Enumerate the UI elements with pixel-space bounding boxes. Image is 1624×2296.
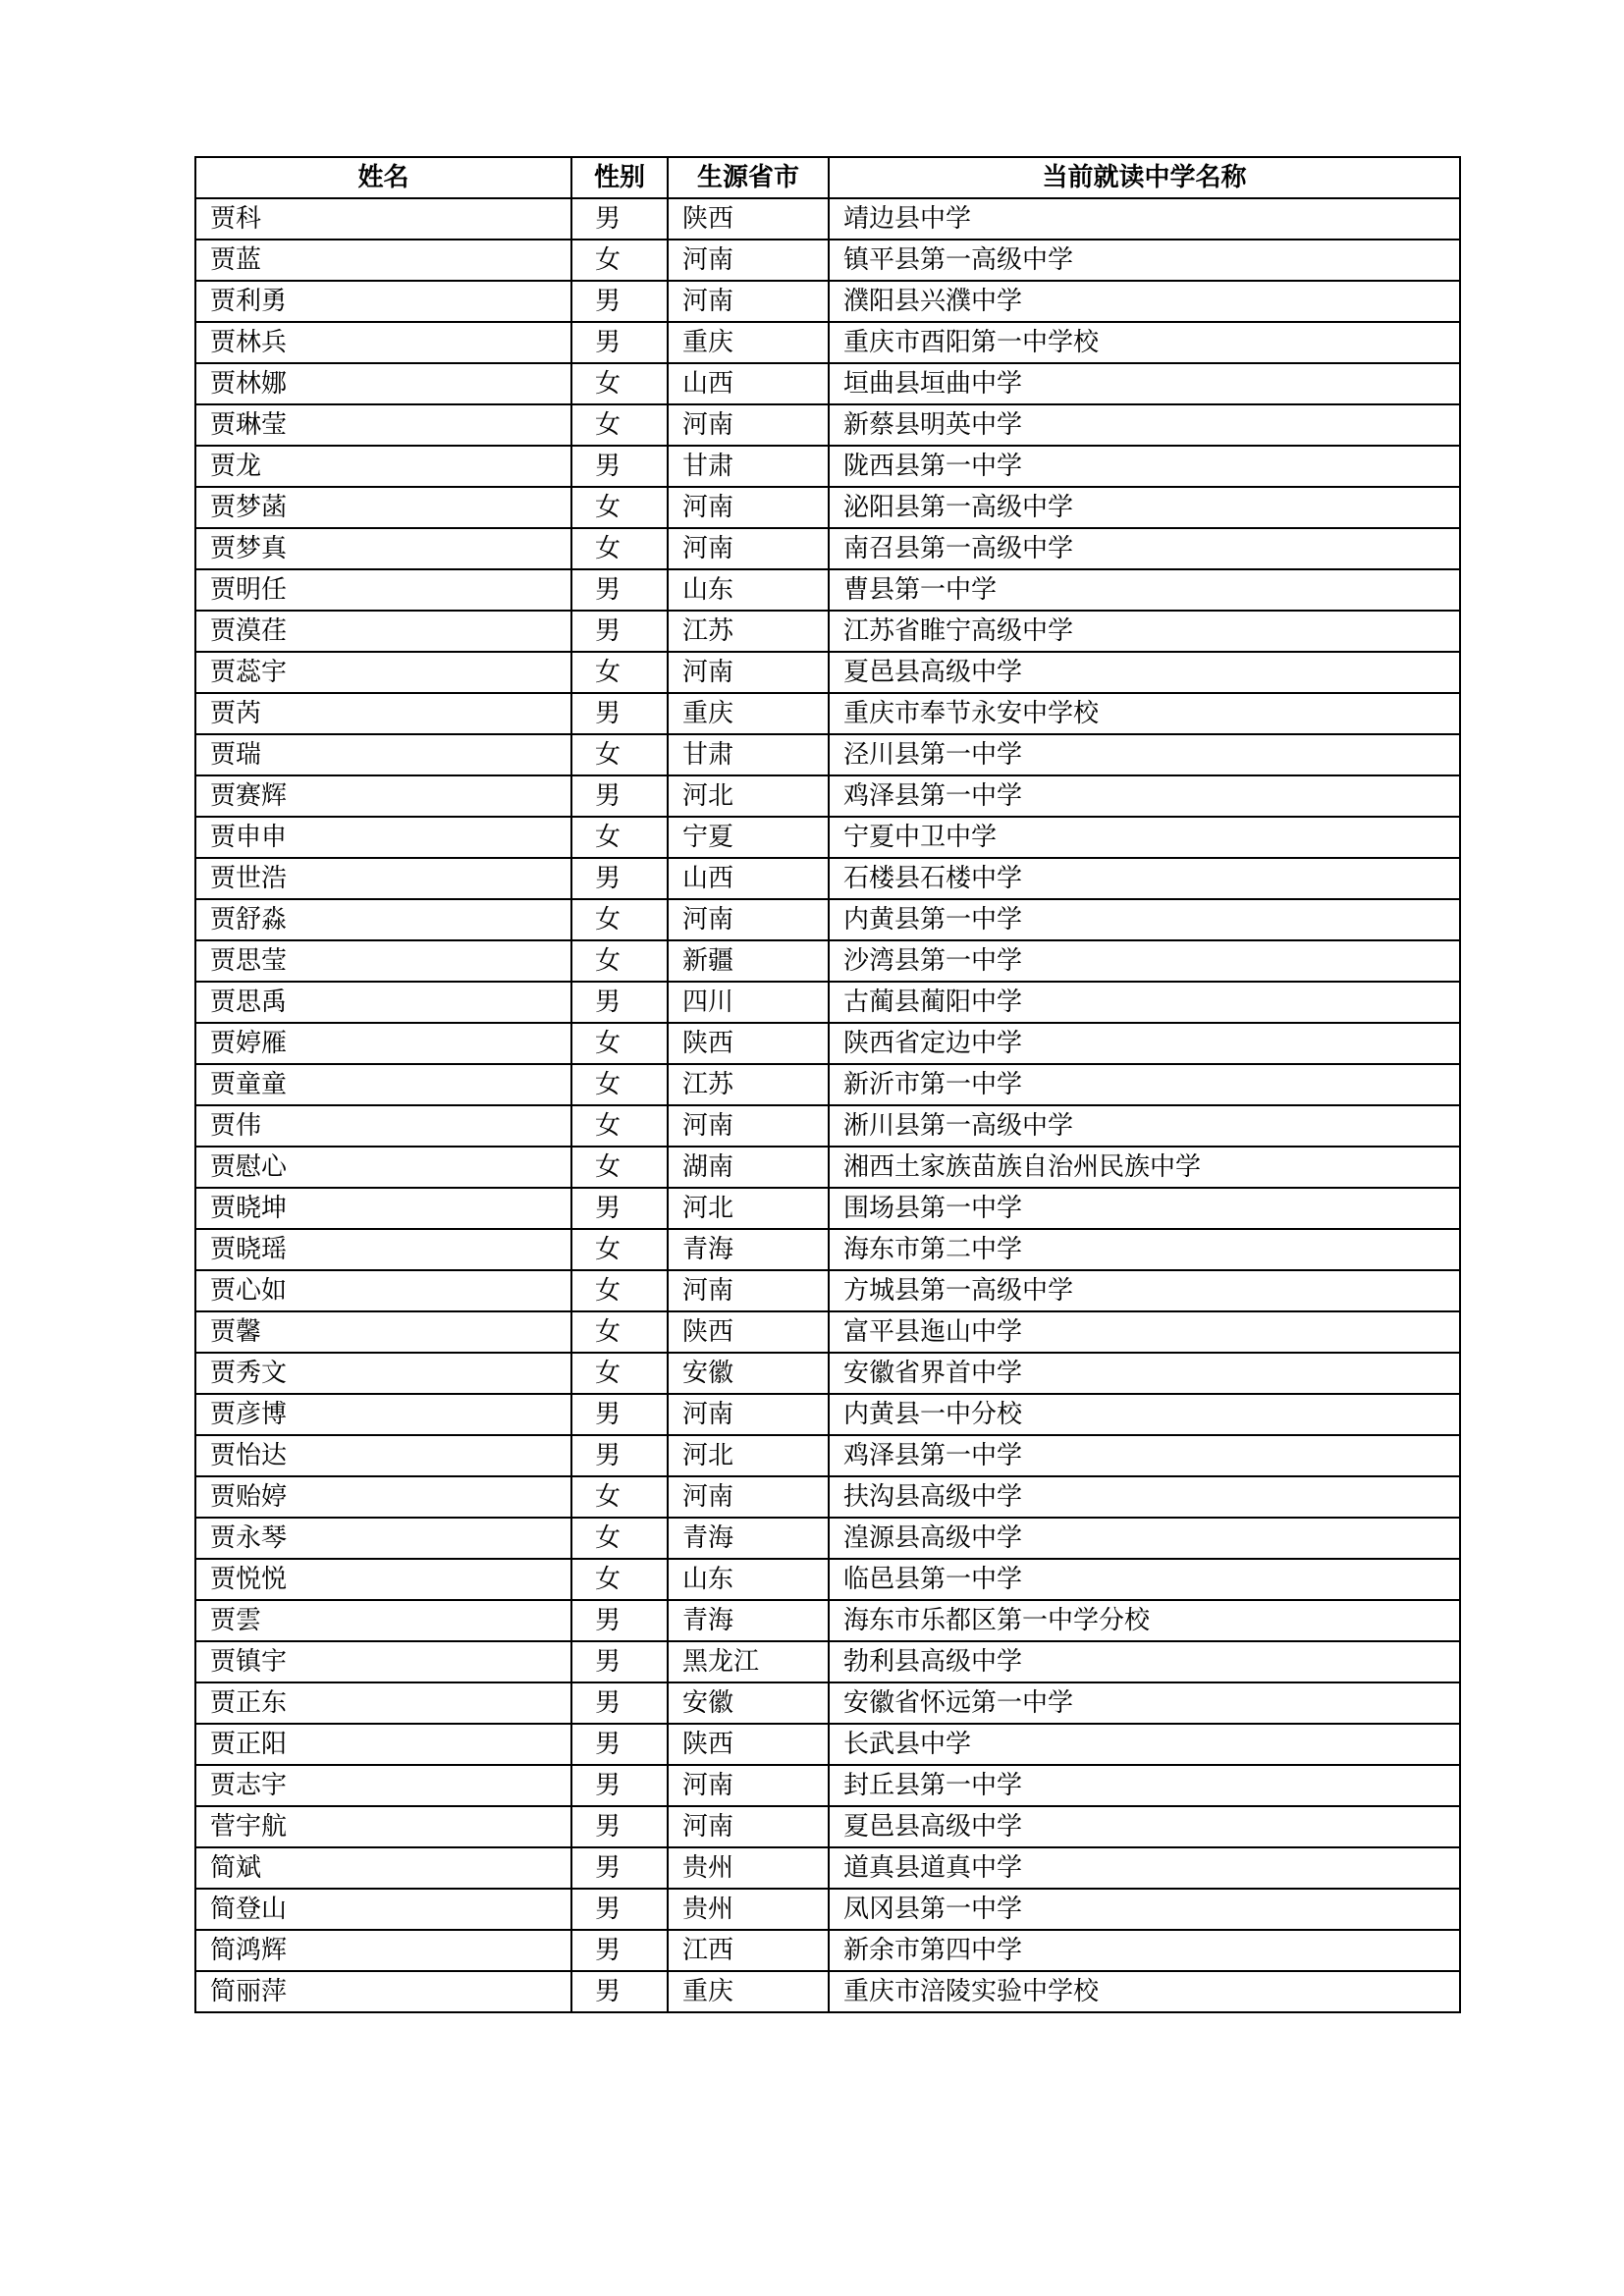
- province-cell: 青海: [668, 1518, 829, 1559]
- table-row: [195, 775, 1460, 817]
- gender-cell: 男: [571, 775, 668, 817]
- gender-cell: 男: [571, 1600, 668, 1641]
- table-row: [195, 569, 1460, 611]
- name-cell: 贾童童: [195, 1064, 571, 1105]
- name-cell: 贾琳莹: [195, 404, 571, 446]
- table-row: [195, 1270, 1460, 1311]
- school-cell: 海东市乐都区第一中学分校: [829, 1600, 1460, 1641]
- gender-cell: 女: [571, 940, 668, 982]
- table-row: [195, 281, 1460, 322]
- table-row: [195, 899, 1460, 940]
- province-cell: 河南: [668, 487, 829, 528]
- school-cell: 凤冈县第一中学: [829, 1889, 1460, 1930]
- province-cell: 四川: [668, 982, 829, 1023]
- table-row: [195, 1394, 1460, 1435]
- name-cell: 贾馨: [195, 1311, 571, 1353]
- name-cell: 贾蕊宇: [195, 652, 571, 693]
- school-cell: 陇西县第一中学: [829, 446, 1460, 487]
- gender-cell: 男: [571, 1641, 668, 1682]
- table-row: [195, 1311, 1460, 1353]
- table-body: [195, 198, 1460, 2012]
- school-cell: 南召县第一高级中学: [829, 528, 1460, 569]
- header-name: 姓名: [195, 157, 571, 198]
- school-cell: 镇平县第一高级中学: [829, 240, 1460, 281]
- gender-cell: 女: [571, 240, 668, 281]
- name-cell: 贾心如: [195, 1270, 571, 1311]
- name-cell: 贾芮: [195, 693, 571, 734]
- name-cell: 贾梦菡: [195, 487, 571, 528]
- province-cell: 河南: [668, 404, 829, 446]
- gender-cell: 男: [571, 1930, 668, 1971]
- province-cell: 安徽: [668, 1682, 829, 1724]
- name-cell: 贾镇宇: [195, 1641, 571, 1682]
- province-cell: 河南: [668, 281, 829, 322]
- province-cell: 安徽: [668, 1353, 829, 1394]
- school-cell: 围场县第一中学: [829, 1188, 1460, 1229]
- province-cell: 山西: [668, 363, 829, 404]
- name-cell: 贾龙: [195, 446, 571, 487]
- table-row: [195, 1930, 1460, 1971]
- school-cell: 陕西省定边中学: [829, 1023, 1460, 1064]
- table-row: [195, 1765, 1460, 1806]
- name-cell: 贾慰心: [195, 1147, 571, 1188]
- name-cell: 贾彦博: [195, 1394, 571, 1435]
- school-cell: 内黄县第一中学: [829, 899, 1460, 940]
- province-cell: 河南: [668, 899, 829, 940]
- gender-cell: 女: [571, 1270, 668, 1311]
- table-row: [195, 1476, 1460, 1518]
- table-row: [195, 1724, 1460, 1765]
- province-cell: 江苏: [668, 611, 829, 652]
- school-cell: 石楼县石楼中学: [829, 858, 1460, 899]
- table-row: [195, 1147, 1460, 1188]
- gender-cell: 男: [571, 1188, 668, 1229]
- gender-cell: 男: [571, 446, 668, 487]
- school-cell: 安徽省界首中学: [829, 1353, 1460, 1394]
- table-row: [195, 1806, 1460, 1847]
- province-cell: 陕西: [668, 1023, 829, 1064]
- school-cell: 曹县第一中学: [829, 569, 1460, 611]
- gender-cell: 男: [571, 1889, 668, 1930]
- province-cell: 河南: [668, 1806, 829, 1847]
- province-cell: 贵州: [668, 1889, 829, 1930]
- province-cell: 新疆: [668, 940, 829, 982]
- header-province: 生源省市: [668, 157, 829, 198]
- gender-cell: 男: [571, 1765, 668, 1806]
- province-cell: 甘肃: [668, 446, 829, 487]
- school-cell: 湟源县高级中学: [829, 1518, 1460, 1559]
- table-row: [195, 652, 1460, 693]
- school-cell: 新沂市第一中学: [829, 1064, 1460, 1105]
- school-cell: 泌阳县第一高级中学: [829, 487, 1460, 528]
- province-cell: 河北: [668, 1435, 829, 1476]
- name-cell: 贾梦真: [195, 528, 571, 569]
- name-cell: 贾漠荏: [195, 611, 571, 652]
- table-header-row: [195, 157, 1460, 198]
- gender-cell: 女: [571, 1023, 668, 1064]
- school-cell: 重庆市涪陵实验中学校: [829, 1971, 1460, 2012]
- name-cell: 贾林兵: [195, 322, 571, 363]
- table-row: [195, 198, 1460, 240]
- school-cell: 新余市第四中学: [829, 1930, 1460, 1971]
- name-cell: 贾利勇: [195, 281, 571, 322]
- school-cell: 重庆市酉阳第一中学校: [829, 322, 1460, 363]
- table-row: [195, 1353, 1460, 1394]
- table-row: [195, 404, 1460, 446]
- school-cell: 古蔺县蔺阳中学: [829, 982, 1460, 1023]
- gender-cell: 女: [571, 1518, 668, 1559]
- name-cell: 贾秀文: [195, 1353, 571, 1394]
- gender-cell: 男: [571, 1971, 668, 2012]
- gender-cell: 女: [571, 404, 668, 446]
- gender-cell: 女: [571, 1105, 668, 1147]
- province-cell: 陕西: [668, 198, 829, 240]
- table-row: [195, 1105, 1460, 1147]
- table-row: [195, 817, 1460, 858]
- school-cell: 勃利县高级中学: [829, 1641, 1460, 1682]
- gender-cell: 男: [571, 1682, 668, 1724]
- school-cell: 泾川县第一中学: [829, 734, 1460, 775]
- name-cell: 贾赛辉: [195, 775, 571, 817]
- province-cell: 重庆: [668, 322, 829, 363]
- gender-cell: 男: [571, 982, 668, 1023]
- table-row: [195, 487, 1460, 528]
- name-cell: 贾世浩: [195, 858, 571, 899]
- school-cell: 海东市第二中学: [829, 1229, 1460, 1270]
- gender-cell: 女: [571, 528, 668, 569]
- table-row: [195, 1435, 1460, 1476]
- province-cell: 河南: [668, 1270, 829, 1311]
- province-cell: 甘肃: [668, 734, 829, 775]
- province-cell: 黑龙江: [668, 1641, 829, 1682]
- name-cell: 贾思莹: [195, 940, 571, 982]
- name-cell: 贾晓坤: [195, 1188, 571, 1229]
- school-cell: 靖边县中学: [829, 198, 1460, 240]
- province-cell: 河南: [668, 1476, 829, 1518]
- province-cell: 山东: [668, 1559, 829, 1600]
- table-row: [195, 1229, 1460, 1270]
- school-cell: 临邑县第一中学: [829, 1559, 1460, 1600]
- school-cell: 濮阳县兴濮中学: [829, 281, 1460, 322]
- province-cell: 河南: [668, 1394, 829, 1435]
- name-cell: 贾正阳: [195, 1724, 571, 1765]
- gender-cell: 女: [571, 1559, 668, 1600]
- gender-cell: 女: [571, 899, 668, 940]
- school-cell: 鸡泽县第一中学: [829, 1435, 1460, 1476]
- name-cell: 贾伟: [195, 1105, 571, 1147]
- table-row: [195, 1682, 1460, 1724]
- name-cell: 贾怡达: [195, 1435, 571, 1476]
- name-cell: 简丽萍: [195, 1971, 571, 2012]
- table-row: [195, 982, 1460, 1023]
- table-row: [195, 693, 1460, 734]
- school-cell: 新蔡县明英中学: [829, 404, 1460, 446]
- table-row: [195, 1847, 1460, 1889]
- table-row: [195, 1889, 1460, 1930]
- school-cell: 富平县迤山中学: [829, 1311, 1460, 1353]
- gender-cell: 女: [571, 1476, 668, 1518]
- school-cell: 垣曲县垣曲中学: [829, 363, 1460, 404]
- school-cell: 夏邑县高级中学: [829, 652, 1460, 693]
- gender-cell: 男: [571, 198, 668, 240]
- gender-cell: 男: [571, 281, 668, 322]
- table-row: [195, 1641, 1460, 1682]
- name-cell: 贾雲: [195, 1600, 571, 1641]
- gender-cell: 女: [571, 817, 668, 858]
- header-school: 当前就读中学名称: [829, 157, 1460, 198]
- gender-cell: 男: [571, 1724, 668, 1765]
- gender-cell: 男: [571, 1806, 668, 1847]
- name-cell: 菅宇航: [195, 1806, 571, 1847]
- gender-cell: 男: [571, 569, 668, 611]
- table-row: [195, 940, 1460, 982]
- name-cell: 贾科: [195, 198, 571, 240]
- table-row: [195, 446, 1460, 487]
- table-row: [195, 1023, 1460, 1064]
- name-cell: 贾婷雁: [195, 1023, 571, 1064]
- name-cell: 贾悦悦: [195, 1559, 571, 1600]
- school-cell: 淅川县第一高级中学: [829, 1105, 1460, 1147]
- province-cell: 重庆: [668, 1971, 829, 2012]
- name-cell: 贾正东: [195, 1682, 571, 1724]
- gender-cell: 女: [571, 1229, 668, 1270]
- school-cell: 封丘县第一中学: [829, 1765, 1460, 1806]
- province-cell: 河南: [668, 1105, 829, 1147]
- gender-cell: 男: [571, 858, 668, 899]
- table-row: [195, 858, 1460, 899]
- name-cell: 贾贻婷: [195, 1476, 571, 1518]
- name-cell: 贾舒淼: [195, 899, 571, 940]
- name-cell: 贾瑞: [195, 734, 571, 775]
- gender-cell: 女: [571, 1147, 668, 1188]
- school-cell: 沙湾县第一中学: [829, 940, 1460, 982]
- province-cell: 湖南: [668, 1147, 829, 1188]
- name-cell: 贾蓝: [195, 240, 571, 281]
- student-table: [194, 156, 1461, 2013]
- table-row: [195, 528, 1460, 569]
- gender-cell: 女: [571, 1353, 668, 1394]
- name-cell: 简鸿辉: [195, 1930, 571, 1971]
- table-row: [195, 734, 1460, 775]
- province-cell: 贵州: [668, 1847, 829, 1889]
- gender-cell: 女: [571, 1311, 668, 1353]
- gender-cell: 女: [571, 363, 668, 404]
- gender-cell: 女: [571, 734, 668, 775]
- school-cell: 重庆市奉节永安中学校: [829, 693, 1460, 734]
- gender-cell: 男: [571, 1435, 668, 1476]
- name-cell: 贾申申: [195, 817, 571, 858]
- school-cell: 夏邑县高级中学: [829, 1806, 1460, 1847]
- name-cell: 简登山: [195, 1889, 571, 1930]
- province-cell: 宁夏: [668, 817, 829, 858]
- table-row: [195, 322, 1460, 363]
- province-cell: 重庆: [668, 693, 829, 734]
- school-cell: 安徽省怀远第一中学: [829, 1682, 1460, 1724]
- province-cell: 河南: [668, 528, 829, 569]
- school-cell: 湘西土家族苗族自治州民族中学: [829, 1147, 1460, 1188]
- province-cell: 青海: [668, 1229, 829, 1270]
- header-gender: 性别: [571, 157, 668, 198]
- province-cell: 河北: [668, 1188, 829, 1229]
- province-cell: 河南: [668, 652, 829, 693]
- name-cell: 贾志宇: [195, 1765, 571, 1806]
- province-cell: 河北: [668, 775, 829, 817]
- province-cell: 陕西: [668, 1724, 829, 1765]
- table-row: [195, 1971, 1460, 2012]
- table-row: [195, 1518, 1460, 1559]
- name-cell: 贾思禹: [195, 982, 571, 1023]
- table-row: [195, 1559, 1460, 1600]
- school-cell: 方城县第一高级中学: [829, 1270, 1460, 1311]
- school-cell: 江苏省睢宁高级中学: [829, 611, 1460, 652]
- province-cell: 江苏: [668, 1064, 829, 1105]
- table-row: [195, 1600, 1460, 1641]
- name-cell: 贾晓瑶: [195, 1229, 571, 1270]
- school-cell: 长武县中学: [829, 1724, 1460, 1765]
- province-cell: 山西: [668, 858, 829, 899]
- school-cell: 内黄县一中分校: [829, 1394, 1460, 1435]
- gender-cell: 女: [571, 1064, 668, 1105]
- gender-cell: 男: [571, 611, 668, 652]
- table-row: [195, 1188, 1460, 1229]
- gender-cell: 男: [571, 322, 668, 363]
- table-row: [195, 1064, 1460, 1105]
- province-cell: 山东: [668, 569, 829, 611]
- province-cell: 青海: [668, 1600, 829, 1641]
- school-cell: 宁夏中卫中学: [829, 817, 1460, 858]
- gender-cell: 男: [571, 1847, 668, 1889]
- name-cell: 简斌: [195, 1847, 571, 1889]
- school-cell: 鸡泽县第一中学: [829, 775, 1460, 817]
- gender-cell: 男: [571, 1394, 668, 1435]
- table-row: [195, 611, 1460, 652]
- province-cell: 陕西: [668, 1311, 829, 1353]
- gender-cell: 女: [571, 652, 668, 693]
- province-cell: 河南: [668, 240, 829, 281]
- name-cell: 贾林娜: [195, 363, 571, 404]
- province-cell: 江西: [668, 1930, 829, 1971]
- name-cell: 贾明任: [195, 569, 571, 611]
- gender-cell: 男: [571, 693, 668, 734]
- table-row: [195, 363, 1460, 404]
- province-cell: 河南: [668, 1765, 829, 1806]
- gender-cell: 女: [571, 487, 668, 528]
- table-row: [195, 240, 1460, 281]
- school-cell: 扶沟县高级中学: [829, 1476, 1460, 1518]
- school-cell: 道真县道真中学: [829, 1847, 1460, 1889]
- name-cell: 贾永琴: [195, 1518, 571, 1559]
